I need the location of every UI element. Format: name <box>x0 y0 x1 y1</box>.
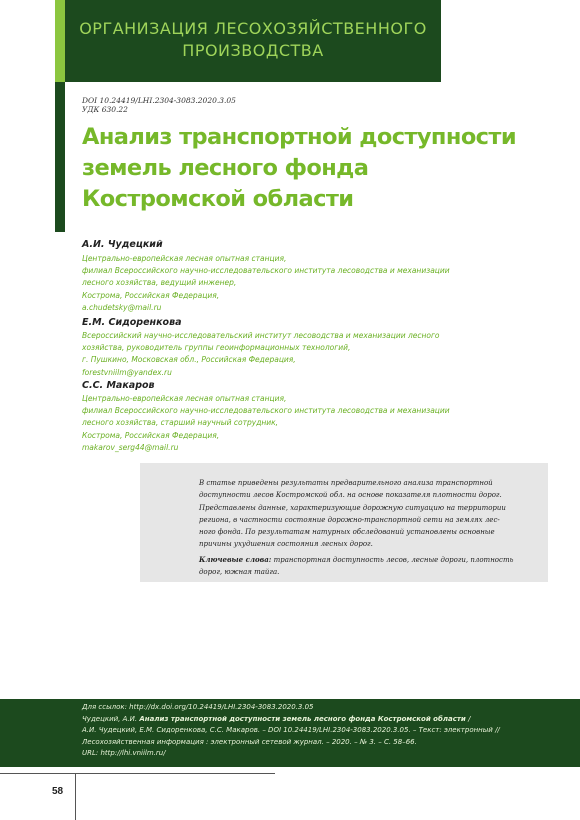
abstract-box <box>140 463 548 582</box>
abstract-line: Представлены данные, характеризующие дорожную ситуацию на территории <box>199 503 506 512</box>
citation-text <box>82 702 500 760</box>
keywords-label: Ключевые слова: <box>199 554 272 564</box>
affiliation-line: Кострома, Российская Федерация, <box>82 290 220 300</box>
affiliation-line: филиал Всероссийского научно-исследовательского института лесоводства и механизации <box>82 266 450 276</box>
article-meta <box>82 96 236 114</box>
footer-rule <box>0 773 275 774</box>
citation-title: Анализ транспортной доступности земель лесного фонда Костромской области <box>139 714 466 723</box>
citation-author: Чудецкий, А.И. <box>82 714 140 723</box>
article-title <box>82 122 522 215</box>
section-heading <box>65 18 441 62</box>
author-name: А.И. Чудецкий <box>82 239 163 250</box>
affiliation-line: Центрально-европейская лесная опытная станция, <box>82 254 287 263</box>
abstract-line: региона, в частности состояние дорожно-транспортной сети на землях лес- <box>199 515 500 524</box>
author-name: С.С. Макаров <box>82 380 155 391</box>
author-affiliation <box>82 393 522 454</box>
citation-url[interactable]: URL: http://lhi.vniilm.ru/ <box>82 749 166 757</box>
abstract-line: В статье приведены результаты предварительного анализа транспортной <box>199 479 493 487</box>
citation-line <box>82 714 500 726</box>
abstract-line: доступности лесов Костромской обл. на основе показателя плотности дорог. <box>199 491 502 500</box>
citation-bar <box>0 699 580 767</box>
affiliation-line: лесного хозяйства, ведущий инженер, <box>82 278 237 288</box>
title-line: земель лесного фонда <box>82 155 369 181</box>
author-email[interactable]: a.chudetsky@mail.ru <box>82 302 162 312</box>
keywords-text-cont: дорог, южная тайга. <box>199 568 280 577</box>
affiliation-line: хозяйства, руководитель группы геоинформационных технологий, <box>82 343 351 353</box>
udk-text: УДК 630.22 <box>82 105 128 114</box>
abstract-line: ного фонда. По результатам натурных обследований установлены основные <box>199 528 495 537</box>
section-heading-line2: ПРОИЗВОДСТВА <box>182 41 324 60</box>
journal-header <box>0 0 580 82</box>
doi-text: DOI 10.24419/LHI.2304-3083.2020.3.05 <box>82 96 236 105</box>
affiliation-line: лесного хозяйства, старший научный сотрудник, <box>82 418 279 428</box>
citation-line: Лесохозяйственная информация : электронный сетевой журнал. – 2020. – № 3. – С. 58–66. <box>82 737 417 746</box>
affiliation-line: Центрально-европейская лесная опытная станция, <box>82 394 287 403</box>
author-name: Е.М. Сидоренкова <box>82 317 182 328</box>
footer-divider <box>75 773 76 820</box>
abstract-line: причины ухудшения состояния лесных дорог. <box>199 540 373 549</box>
citation-sep: / <box>465 714 471 723</box>
affiliation-line: филиал Всероссийского научно-исследовательского института лесоводства и механизации <box>82 406 450 416</box>
affiliation-line: г. Пушкино, Московская обл., Российская Федерация, <box>82 355 296 365</box>
keywords-text: транспортная доступность лесов, лесные дороги, плотность <box>271 555 514 564</box>
citation-line: А.И. Чудецкий, Е.М. Сидоренкова, С.С. Макаров. – DOI 10.24419/LHI.2304-3083.2020.3.05. – Текст: электронный // <box>82 726 500 734</box>
author-email[interactable]: forestvniilm@yandex.ru <box>82 367 172 377</box>
affiliation-line: Кострома, Российская Федерация, <box>82 430 220 440</box>
author-affiliation <box>82 253 522 314</box>
title-line: Анализ транспортной доступности <box>82 124 517 150</box>
author-affiliation <box>82 330 522 379</box>
citation-line: Для ссылок: http://dx.doi.org/10.24419/LHI.2304-3083.2020.3.05 <box>82 703 314 711</box>
keywords <box>199 554 529 566</box>
abstract-text <box>199 477 529 578</box>
section-heading-line1: ОРГАНИЗАЦИЯ ЛЕСОХОЗЯЙСТВЕННОГО <box>79 19 427 38</box>
title-side-stripe <box>55 82 65 232</box>
affiliation-line: Всероссийский научно-исследовательский институт лесоводства и механизации лесного <box>82 331 440 340</box>
author-email[interactable]: makarov_serg44@mail.ru <box>82 442 179 452</box>
page-number: 58 <box>52 786 64 797</box>
title-line: Костромской области <box>82 186 354 212</box>
header-accent-stripe <box>55 0 65 82</box>
